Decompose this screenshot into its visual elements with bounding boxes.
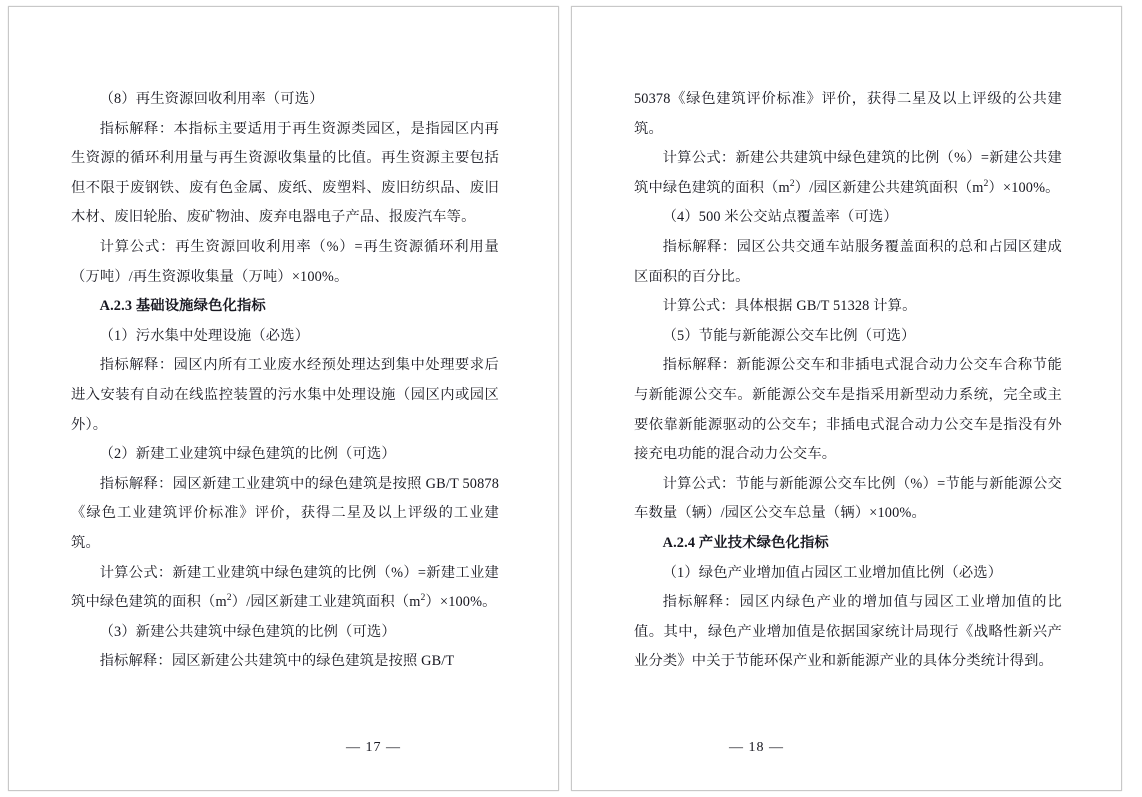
- page-18-body: [634, 85, 1062, 677]
- paragraph: 计算公式：新建公共建筑中绿色建筑的比例（%）=新建公共建筑中绿色建筑的面积$(m^2)/$园区新建公共建筑面积$(m^2)\times 100\%$。: [634, 150, 1062, 196]
- paragraph: 50378《绿色建筑评价标准》评价，获得二星及以上评级的公共建筑。: [634, 91, 1062, 137]
- page-17: [8, 6, 559, 791]
- paragraph: （3）新建公共建筑中绿色建筑的比例（可选）: [99, 623, 396, 640]
- paragraph: 指标解释：园区新建公共建筑中的绿色建筑是按照 GB/T: [99, 653, 455, 670]
- page-17-body: [71, 85, 499, 677]
- paragraph: （1）污水集中处理设施（必选）: [99, 327, 310, 344]
- page-18: [571, 6, 1122, 791]
- paragraph: 指标解释：园区公共交通车站服务覆盖面积的总和占园区建成区面积的百分比。: [634, 238, 1062, 285]
- section-heading-a23: A.2.3 基础设施绿色化指标: [99, 298, 266, 315]
- paragraph: 指标解释：园区内所有工业废水经预处理达到集中处理要求后进入安装有自动在线监控装置的污水集中处理设施（园区内或园区外）。: [71, 357, 499, 433]
- paragraph: 计算公式：新建工业建筑中绿色建筑的比例（%）=新建工业建筑中绿色建筑的面积$(m^2)/$园区新建工业建筑面积$(m^2)\times 100\%$。: [71, 564, 499, 611]
- paragraph: 指标解释：新能源公交车和非插电式混合动力公交车合称节能与新能源公交车。新能源公交车是指采用新型动力系统，完全或主要依靠新能源驱动的公交车；非插电式混合动力公交车是指没有外接充电功能的混合动力公交车。: [634, 357, 1062, 463]
- paragraph: （2）新建工业建筑中绿色建筑的比例（可选）: [99, 446, 396, 463]
- paragraph: 指标解释：园区内绿色产业的增加值与园区工业增加值的比值。其中，绿色产业增加值是依据国家统计局现行《战略性新兴产业分类》中关于节能环保产业和新能源产业的具体分类统计得到。: [634, 594, 1062, 670]
- paragraph: 指标解释：本指标主要适用于再生资源类园区，是指园区内再生资源的循环利用量与再生资源收集量的比值。再生资源主要包括但不限于废钢铁、废有色金属、废纸、废塑料、废旧纺织品、废旧木材、废旧轮胎、废矿物油、废弃电器电子产品、报废汽车等。: [71, 120, 499, 226]
- paragraph: 计算公式：再生资源回收利用率（%）=再生资源循环利用量（万吨）/再生资源收集量（万吨）×100%。: [71, 238, 499, 285]
- paragraph: （8）再生资源回收利用率（可选）: [99, 91, 324, 107]
- paragraph: （4）500 米公交站点覆盖率（可选）: [662, 209, 898, 226]
- paragraph: （5）节能与新能源公交车比例（可选）: [662, 327, 916, 344]
- page-number: — 18 —: [729, 740, 784, 755]
- page-number: — 17 —: [346, 740, 401, 755]
- section-heading-a24: A.2.4 产业技术绿色化指标: [662, 534, 829, 551]
- paragraph: 指标解释：园区新建工业建筑中的绿色建筑是按照 GB/T 50878《绿色工业建筑评价标准》评价，获得二星及以上评级的工业建筑。: [71, 475, 499, 551]
- paragraph: （1）绿色产业增加值占园区工业增加值比例（必选）: [662, 564, 1003, 581]
- paragraph: 计算公式：节能与新能源公交车比例（%）=节能与新能源公交车数量（辆）/园区公交车总量（辆）×100%。: [634, 475, 1062, 522]
- paragraph: 计算公式：具体根据 GB/T 51328 计算。: [662, 298, 917, 315]
